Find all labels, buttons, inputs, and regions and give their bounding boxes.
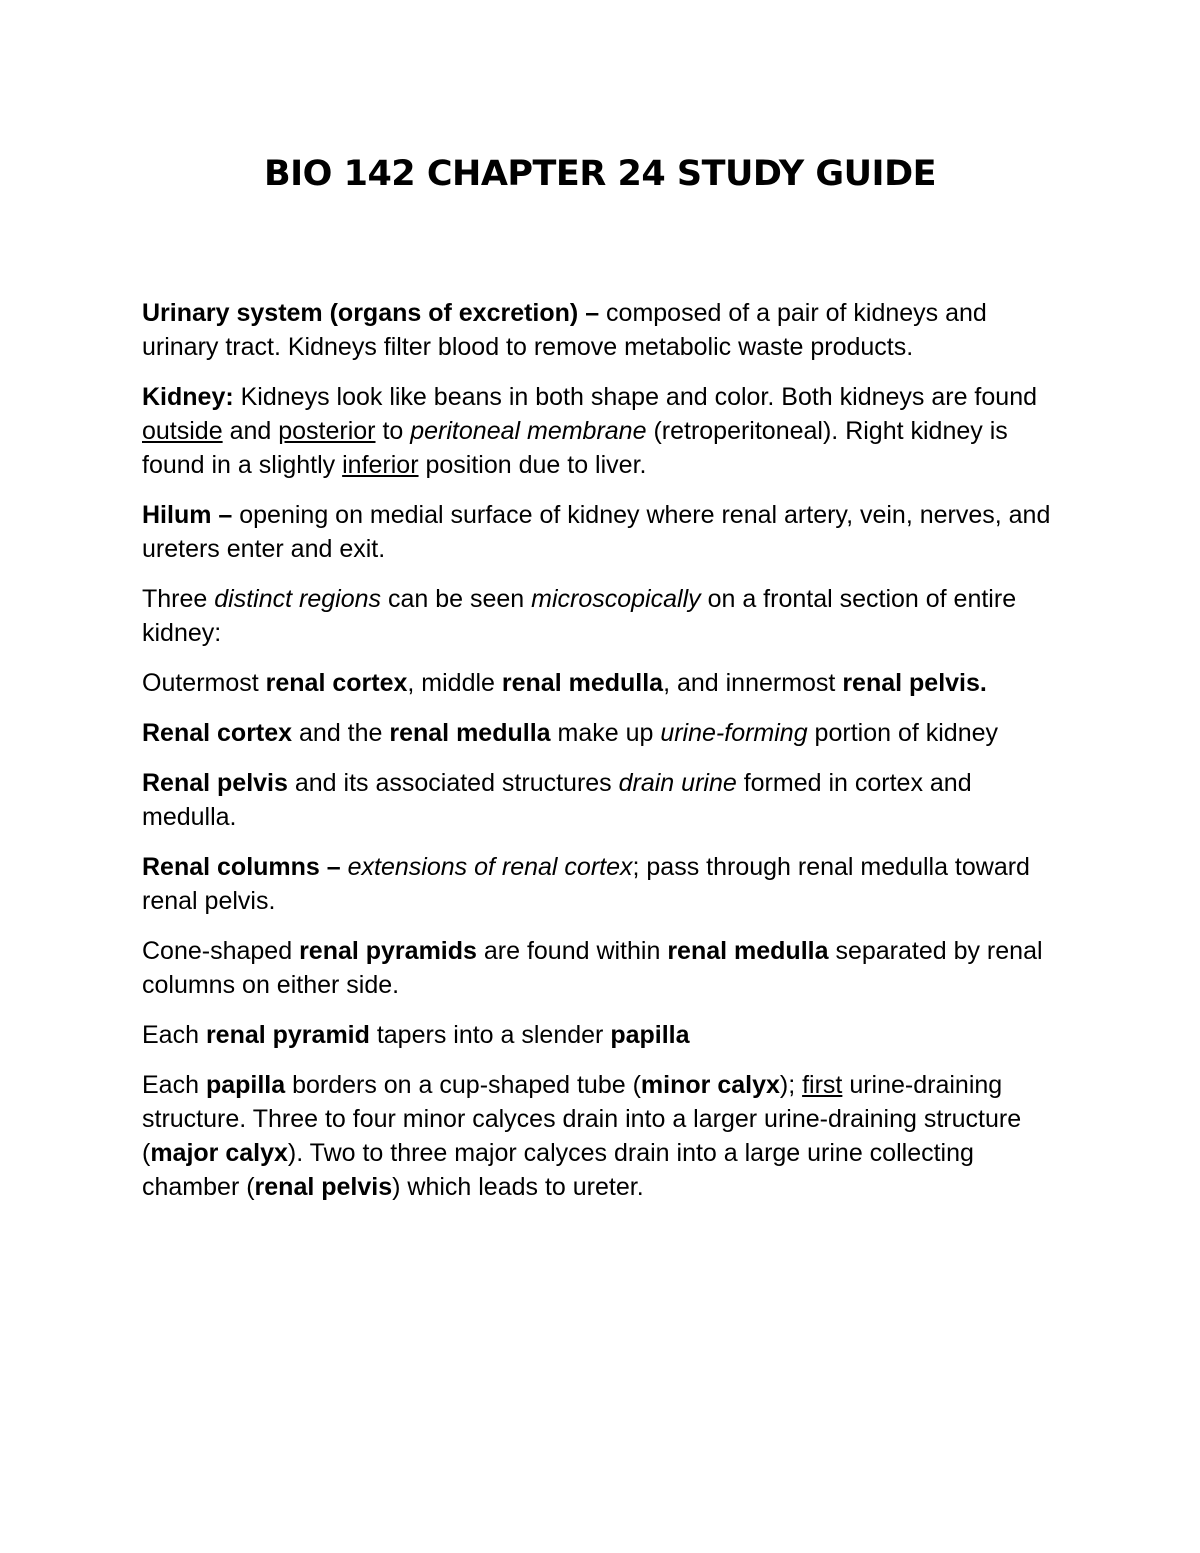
text-run: Kidneys look like beans in both shape and color. Both kidneys are found [233, 383, 1037, 411]
paragraph-urinary-system [142, 296, 1067, 364]
paragraph-kidney [142, 380, 1067, 482]
paragraph-papilla [142, 1018, 1067, 1052]
text-run: distinct regions [214, 585, 382, 613]
text-run: Renal cortex [142, 719, 293, 747]
text-run: separated by renal columns on either side. [142, 937, 1043, 999]
text-run: microscopically [531, 585, 701, 613]
text-run: tapers into a slender [369, 1021, 611, 1049]
text-run: extensions of renal cortex [347, 853, 633, 881]
text-run: formed in cortex and medulla. [142, 769, 972, 831]
text-run: and its associated structures [287, 769, 619, 797]
text-run: inferior [342, 451, 419, 479]
text-run: urine-draining structure. Three to four minor calyces drain into a larger urine-draining structure ( [142, 1071, 1022, 1167]
text-run: renal medulla [389, 719, 551, 747]
text-run: and [222, 417, 279, 445]
text-run: papilla [205, 1071, 286, 1099]
text-run: make up [550, 719, 661, 747]
text-run: opening on medial surface of kidney where renal artery, vein, nerves, and ureters enter and exit. [142, 501, 1051, 563]
text-run: renal cortex [265, 669, 408, 697]
text-run: portion of kidney [807, 719, 999, 747]
text-run: posterior [278, 417, 376, 445]
text-run: renal pelvis. [842, 669, 987, 697]
text-run: , and innermost [663, 669, 843, 697]
text-run: renal pyramids [299, 937, 477, 965]
text-run: drain urine [618, 769, 737, 797]
document-body [142, 296, 1067, 1220]
text-run: minor calyx [640, 1071, 780, 1099]
text-run: renal pelvis [254, 1173, 393, 1201]
text-run: Each [142, 1021, 206, 1049]
text-run: borders on a cup-shaped tube ( [285, 1071, 641, 1099]
page-title: BIO 142 CHAPTER 24 STUDY GUIDE [263, 154, 937, 194]
paragraph-calyx [142, 1068, 1067, 1204]
text-run: Renal pelvis [142, 769, 288, 797]
text-run: major calyx [150, 1139, 288, 1167]
text-run: and the [292, 719, 390, 747]
text-run: ; pass through renal medulla toward renal pelvis. [142, 853, 1030, 915]
paragraph-hilum [142, 498, 1067, 566]
text-run: can be seen [381, 585, 532, 613]
text-run: Hilum – [142, 501, 233, 529]
text-run: Outermost [142, 669, 266, 697]
text-run: renal medulla [501, 669, 664, 697]
paragraph-outermost [142, 666, 1067, 700]
text-run: composed of a pair of kidneys and urinary tract. Kidneys filter blood to remove metabolic waste products. [142, 299, 987, 361]
text-run: Three [142, 585, 215, 613]
text-run: , middle [407, 669, 502, 697]
text-run: ). Two to three major calyces drain into a large urine collecting chamber ( [142, 1139, 974, 1201]
text-run: Urinary system (organs of excretion) – [142, 299, 607, 327]
text-run: are found within [476, 937, 668, 965]
text-run: urine-forming [660, 719, 808, 747]
text-run: Kidney: [142, 383, 234, 411]
paragraph-renal-pyramids [142, 934, 1067, 1002]
text-run: to [375, 417, 411, 445]
paragraph-renal-pelvis [142, 766, 1067, 834]
text-run: renal pyramid [205, 1021, 370, 1049]
text-run: (retroperitoneal). Right kidney is found in a slightly [142, 417, 1008, 479]
text-run: peritoneal membrane [410, 417, 647, 445]
paragraph-renal-columns [142, 850, 1067, 918]
text-run: papilla [610, 1021, 690, 1049]
text-run: ); [779, 1071, 803, 1099]
text-run: position due to liver. [418, 451, 647, 479]
text-run: on a frontal section of entire kidney: [142, 585, 1017, 647]
text-run: first [802, 1071, 843, 1099]
paragraph-three-regions [142, 582, 1067, 650]
text-run: Renal columns – [142, 853, 341, 881]
text-run: outside [142, 417, 223, 445]
text-run: Cone-shaped [142, 937, 300, 965]
text-run [341, 853, 348, 881]
text-run: Each [142, 1071, 206, 1099]
paragraph-cortex-medulla [142, 716, 1067, 750]
text-run: renal medulla [667, 937, 829, 965]
text-run: ) which leads to ureter. [392, 1173, 644, 1201]
